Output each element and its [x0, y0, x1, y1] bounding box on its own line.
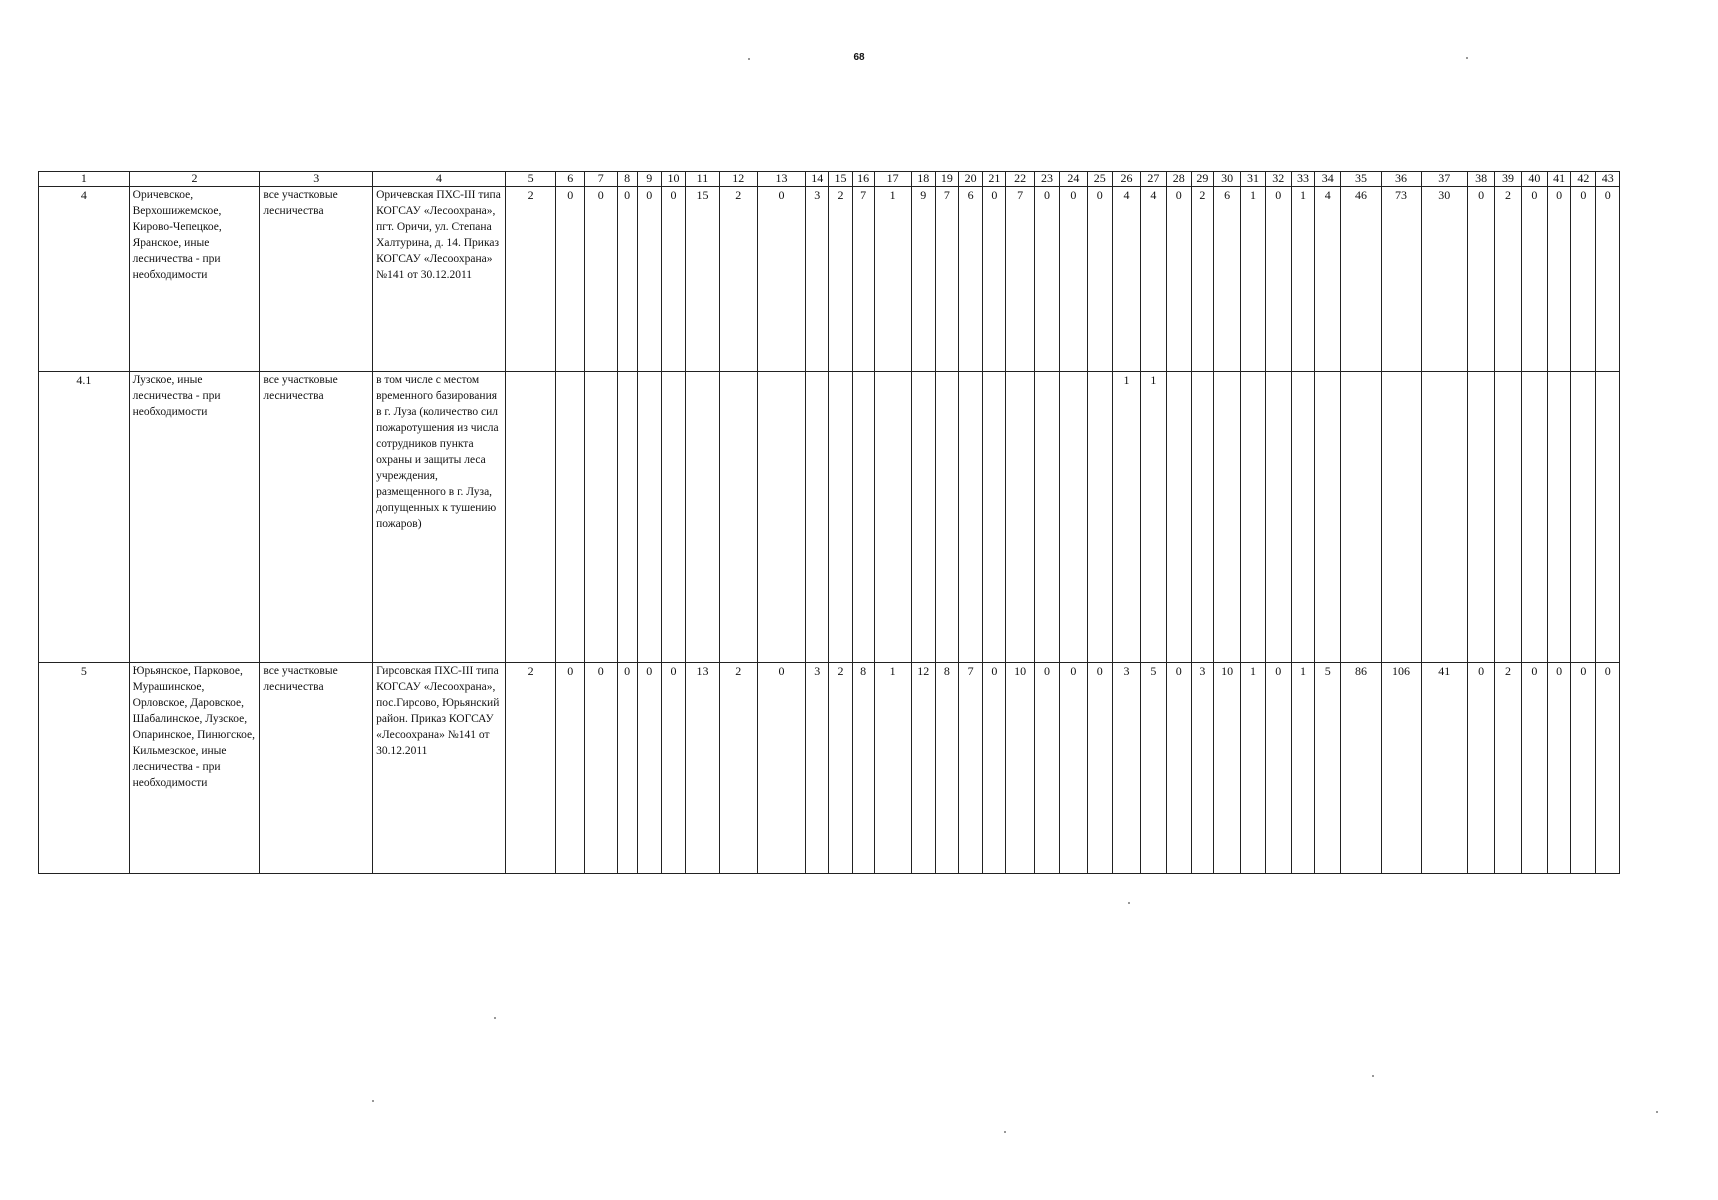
value-cell: 0 [1571, 663, 1596, 874]
value-cell [1191, 372, 1213, 663]
column-header: 11 [686, 172, 720, 187]
column-header: 7 [584, 172, 617, 187]
column-header: 34 [1315, 172, 1341, 187]
column-header: 32 [1265, 172, 1291, 187]
column-header: 33 [1291, 172, 1314, 187]
value-cell [757, 372, 805, 663]
value-cell: 0 [1265, 187, 1291, 372]
value-cell [911, 372, 935, 663]
value-cell: 2 [829, 187, 852, 372]
table-row [39, 663, 1620, 874]
value-cell [1521, 372, 1547, 663]
column-header: 9 [637, 172, 661, 187]
value-cell: 0 [617, 187, 637, 372]
column-header: 24 [1060, 172, 1087, 187]
value-cell [1421, 372, 1467, 663]
value-cell: 0 [556, 663, 584, 874]
value-cell: 2 [1191, 187, 1213, 372]
column-header: 35 [1341, 172, 1381, 187]
value-cell: 1 [1141, 372, 1166, 663]
value-cell: 1 [874, 187, 911, 372]
column-header: 40 [1521, 172, 1547, 187]
column-header: 10 [661, 172, 685, 187]
value-cell [1166, 372, 1191, 663]
value-cell: 2 [1495, 187, 1521, 372]
value-cell: 6 [959, 187, 983, 372]
value-cell: 12 [911, 663, 935, 874]
value-cell [1341, 372, 1381, 663]
value-cell: 1 [1291, 187, 1314, 372]
scan-speck [494, 1017, 496, 1019]
value-cell: 4 [1112, 187, 1140, 372]
scan-speck [1128, 902, 1130, 904]
value-cell: 8 [935, 663, 958, 874]
value-cell: 8 [852, 663, 874, 874]
value-cell [1495, 372, 1521, 663]
column-header: 20 [959, 172, 983, 187]
value-cell: 0 [1060, 663, 1087, 874]
value-cell: 5 [1141, 663, 1166, 874]
value-cell [983, 372, 1006, 663]
column-header: 38 [1467, 172, 1494, 187]
value-cell: 4 [1315, 187, 1341, 372]
value-cell: 0 [1571, 187, 1596, 372]
column-header: 42 [1571, 172, 1596, 187]
data-table [38, 171, 1620, 874]
value-cell: 0 [1265, 663, 1291, 874]
districts-cell: Лузское, иные лесничества - при необходимости [129, 372, 260, 663]
value-cell [617, 372, 637, 663]
column-header: 18 [911, 172, 935, 187]
value-cell [556, 372, 584, 663]
value-cell [1315, 372, 1341, 663]
value-cell: 0 [983, 663, 1006, 874]
column-header: 23 [1034, 172, 1059, 187]
value-cell: 0 [1467, 663, 1494, 874]
value-cell: 2 [829, 663, 852, 874]
value-cell: 0 [1166, 663, 1191, 874]
column-header: 4 [373, 172, 506, 187]
table-row [39, 187, 1620, 372]
unit-cell: Оричевская ПХС-III типа КОГСАУ «Лесоохрана», пгт. Оричи, ул. Степана Халтурина, д. 14. Приказ КОГСАУ «Лесоохрана» №141 от 30.12.2011 [373, 187, 506, 372]
column-header: 19 [935, 172, 958, 187]
column-header: 5 [505, 172, 556, 187]
column-header: 21 [983, 172, 1006, 187]
districts-cell: Юрьянское, Парковое, Мурашинское, Орловское, Даровское, Шабалинское, Лузское, Опаринское, Пинюгское, Кильмезское, иные лесничества - при необходимости [129, 663, 260, 874]
column-header: 29 [1191, 172, 1213, 187]
value-cell: 0 [1034, 187, 1059, 372]
column-header: 12 [719, 172, 757, 187]
value-cell: 0 [617, 663, 637, 874]
value-cell: 7 [852, 187, 874, 372]
value-cell: 5 [1315, 663, 1341, 874]
value-cell: 41 [1421, 663, 1467, 874]
column-header: 25 [1087, 172, 1112, 187]
page-number: 68 [853, 52, 865, 63]
value-cell: 3 [806, 187, 829, 372]
header-row [39, 172, 1620, 187]
scan-speck [1372, 1075, 1374, 1077]
column-header: 41 [1548, 172, 1571, 187]
scan-speck [1656, 1111, 1658, 1113]
value-cell [806, 372, 829, 663]
column-header: 15 [829, 172, 852, 187]
value-cell: 1 [1291, 663, 1314, 874]
value-cell: 0 [661, 663, 685, 874]
value-cell: 73 [1381, 187, 1421, 372]
value-cell: 0 [584, 663, 617, 874]
value-cell [505, 372, 556, 663]
value-cell: 0 [584, 187, 617, 372]
value-cell [1467, 372, 1494, 663]
value-cell: 0 [1166, 187, 1191, 372]
value-cell [1548, 372, 1571, 663]
forestries-cell: все участковые лесничества [260, 372, 373, 663]
value-cell: 2 [505, 187, 556, 372]
value-cell [852, 372, 874, 663]
value-cell [1241, 372, 1265, 663]
unit-cell: в том числе с местом временного базирования в г. Луза (количество сил пожаротушения из числа сотрудников пункта охраны и защиты леса учреждения, размещенного в г. Луза, допущенных к тушению пожаров) [373, 372, 506, 663]
value-cell: 6 [1213, 187, 1240, 372]
value-cell: 9 [911, 187, 935, 372]
column-header: 36 [1381, 172, 1421, 187]
value-cell: 13 [686, 663, 720, 874]
column-header: 17 [874, 172, 911, 187]
value-cell [1060, 372, 1087, 663]
value-cell [719, 372, 757, 663]
value-cell: 86 [1341, 663, 1381, 874]
value-cell: 0 [757, 663, 805, 874]
value-cell: 0 [556, 187, 584, 372]
value-cell [1381, 372, 1421, 663]
scan-speck [748, 58, 750, 60]
value-cell: 0 [661, 187, 685, 372]
value-cell: 3 [806, 663, 829, 874]
value-cell: 1 [1241, 663, 1265, 874]
value-cell: 0 [1548, 187, 1571, 372]
scan-speck [1004, 1131, 1006, 1133]
value-cell: 15 [686, 187, 720, 372]
value-cell [1087, 372, 1112, 663]
column-header: 6 [556, 172, 584, 187]
value-cell: 46 [1341, 187, 1381, 372]
value-cell: 0 [1087, 187, 1112, 372]
unit-cell: Гирсовская ПХС-III типа КОГСАУ «Лесоохрана», пос.Гирсово, Юрьянский район. Приказ КОГСАУ «Лесоохрана» №141 от 30.12.2011 [373, 663, 506, 874]
value-cell [584, 372, 617, 663]
value-cell: 0 [1060, 187, 1087, 372]
value-cell [1213, 372, 1240, 663]
districts-cell: Оричевское, Верхошижемское, Кирово-Чепецкое, Яранское, иные лесничества - при необходимости [129, 187, 260, 372]
column-header: 16 [852, 172, 874, 187]
value-cell [1006, 372, 1034, 663]
column-header: 13 [757, 172, 805, 187]
value-cell: 0 [1596, 187, 1620, 372]
value-cell [637, 372, 661, 663]
value-cell: 4 [1141, 187, 1166, 372]
value-cell: 0 [1521, 187, 1547, 372]
value-cell: 3 [1112, 663, 1140, 874]
value-cell: 0 [1467, 187, 1494, 372]
column-header: 8 [617, 172, 637, 187]
value-cell [1596, 372, 1620, 663]
column-header: 1 [39, 172, 130, 187]
value-cell: 2 [1495, 663, 1521, 874]
value-cell: 7 [1006, 187, 1034, 372]
column-header: 22 [1006, 172, 1034, 187]
value-cell: 1 [1241, 187, 1265, 372]
value-cell [829, 372, 852, 663]
value-cell: 1 [874, 663, 911, 874]
value-cell: 3 [1191, 663, 1213, 874]
value-cell [686, 372, 720, 663]
scan-speck [372, 1100, 374, 1102]
value-cell: 0 [1548, 663, 1571, 874]
value-cell: 2 [505, 663, 556, 874]
column-header: 43 [1596, 172, 1620, 187]
value-cell [935, 372, 958, 663]
column-header: 2 [129, 172, 260, 187]
value-cell: 7 [959, 663, 983, 874]
value-cell [1034, 372, 1059, 663]
row-number: 4 [39, 187, 130, 372]
value-cell: 10 [1213, 663, 1240, 874]
row-number: 4.1 [39, 372, 130, 663]
column-header: 26 [1112, 172, 1140, 187]
value-cell [661, 372, 685, 663]
value-cell: 106 [1381, 663, 1421, 874]
column-header: 27 [1141, 172, 1166, 187]
scan-speck [1466, 57, 1468, 59]
value-cell [1571, 372, 1596, 663]
column-header: 31 [1241, 172, 1265, 187]
value-cell: 0 [983, 187, 1006, 372]
value-cell [959, 372, 983, 663]
value-cell: 0 [637, 663, 661, 874]
column-header: 28 [1166, 172, 1191, 187]
value-cell: 2 [719, 187, 757, 372]
column-header: 39 [1495, 172, 1521, 187]
value-cell: 2 [719, 663, 757, 874]
value-cell: 30 [1421, 187, 1467, 372]
value-cell: 7 [935, 187, 958, 372]
value-cell [1265, 372, 1291, 663]
forestries-cell: все участковые лесничества [260, 187, 373, 372]
value-cell: 1 [1112, 372, 1140, 663]
forestries-cell: все участковые лесничества [260, 663, 373, 874]
table-row [39, 372, 1620, 663]
value-cell: 10 [1006, 663, 1034, 874]
value-cell: 0 [1521, 663, 1547, 874]
column-header: 14 [806, 172, 829, 187]
value-cell [1291, 372, 1314, 663]
column-header: 37 [1421, 172, 1467, 187]
row-number: 5 [39, 663, 130, 874]
column-header: 30 [1213, 172, 1240, 187]
value-cell: 0 [757, 187, 805, 372]
value-cell: 0 [1087, 663, 1112, 874]
value-cell: 0 [637, 187, 661, 372]
value-cell: 0 [1596, 663, 1620, 874]
value-cell: 0 [1034, 663, 1059, 874]
column-header: 3 [260, 172, 373, 187]
value-cell [874, 372, 911, 663]
